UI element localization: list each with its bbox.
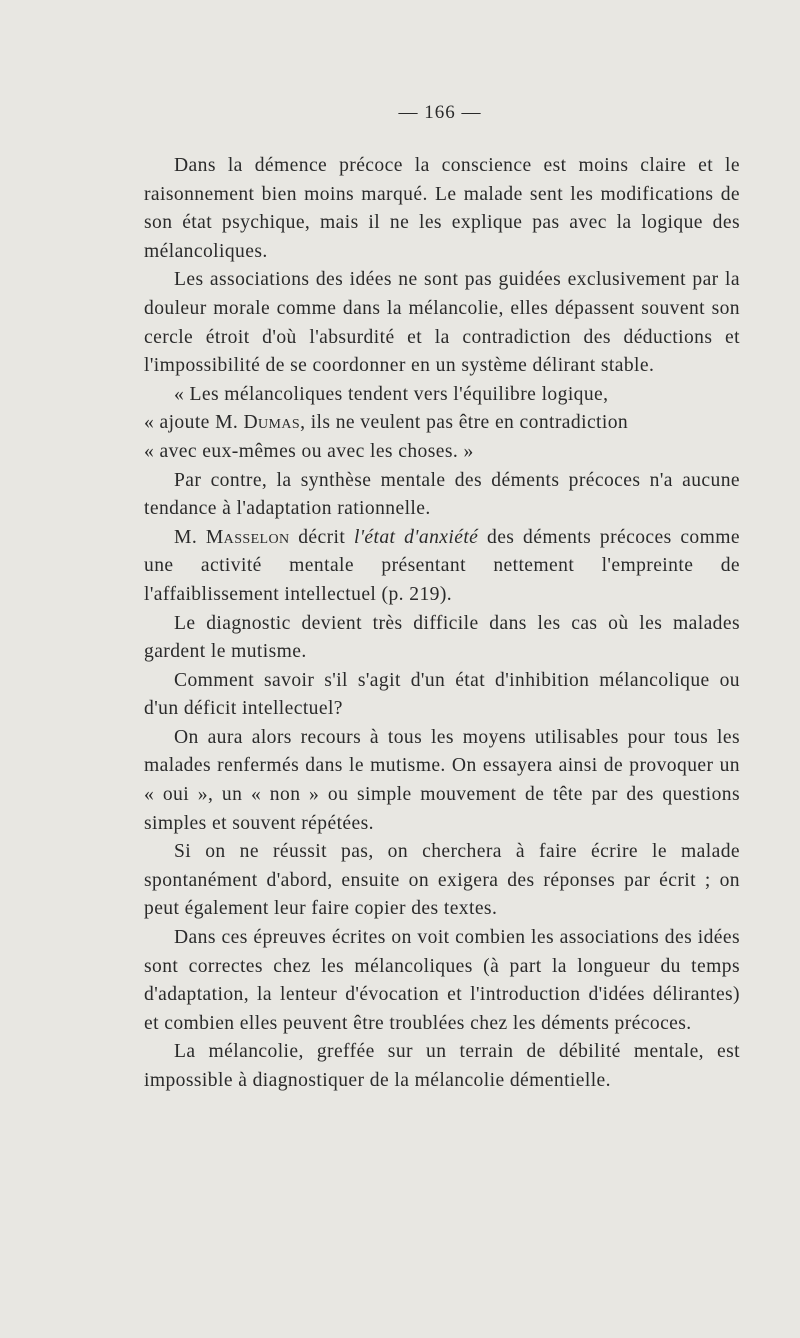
paragraph: Le diagnostic devient très difficile dans les cas où les malades gardent le mutisme. bbox=[144, 612, 740, 663]
body-text bbox=[144, 152, 740, 1096]
paragraph: Comment savoir s'il s'agit d'un état d'inhibition mélancolique ou d'un déficit intellectuel? bbox=[144, 669, 740, 720]
paragraph bbox=[144, 524, 740, 610]
quote-text: , ils ne veulent pas être en contradiction bbox=[300, 412, 629, 434]
paragraph: Dans la démence précoce la conscience est moins claire et le raisonnement bien moins marqué. Le malade sent les modifications de son état psychique, mais il ne les explique pas avec la logique des mélancoliques. bbox=[144, 155, 740, 262]
paragraph: Par contre, la synthèse mentale des déments précoces n'a aucune tendance à l'adaptation rationnelle. bbox=[144, 469, 740, 520]
paragraph: La mélancolie, greffée sur un terrain de débilité mentale, est impossible à diagnostiquer de la mélancolie démentielle. bbox=[144, 1041, 740, 1091]
paragraph: On aura alors recours à tous les moyens utilisables pour tous les malades renfermés dans le mutisme. On essayera ainsi de provoquer un « oui », un « non » ou simple mouvement de tête par des questions simples et souvent répétées. bbox=[144, 726, 740, 834]
author-name: Dumas bbox=[243, 412, 301, 434]
quote-line: « avec eux-mêmes ou avec les choses. » bbox=[144, 440, 474, 462]
author-name: Masselon bbox=[205, 526, 290, 548]
italic-title: l'état d'anxiété bbox=[353, 526, 479, 548]
paragraph-text: des déments précoces comme une activité mentale présentant nettement l'empreinte de l'affaiblissement intellectuel (p. 219). bbox=[144, 526, 741, 605]
paragraph-text: décrit bbox=[289, 526, 354, 548]
paragraph: Dans ces épreuves écrites on voit combien les associations des idées sont correctes chez les mélancoliques (à part la longueur du temps d'adaptation, la lenteur d'évocation et l'introduction d'idées délirantes) et combien elles peuvent être troublées chez les déments précoces. bbox=[144, 927, 740, 1034]
paragraph: Les associations des idées ne sont pas guidées exclusivement par la douleur morale comme dans la mélancolie, elles dépassent souvent son cercle étroit d'où l'absurdité et la contradiction des déductions et l'impossibilité de se coordonner en un système délirant stable. bbox=[144, 269, 740, 377]
page-number: — 166 — bbox=[398, 102, 482, 123]
quote-line: « Les mélancoliques tendent vers l'équilibre logique, bbox=[174, 383, 609, 405]
quote-text: « ajoute M. bbox=[144, 412, 244, 434]
paragraph-text: M. bbox=[174, 526, 206, 548]
quote-line bbox=[144, 409, 740, 438]
paragraph: Si on ne réussit pas, on cherchera à faire écrire le malade spontanément d'abord, ensuite on exigera des réponses par écrit ; on peut également leur faire copier des textes. bbox=[144, 841, 740, 920]
